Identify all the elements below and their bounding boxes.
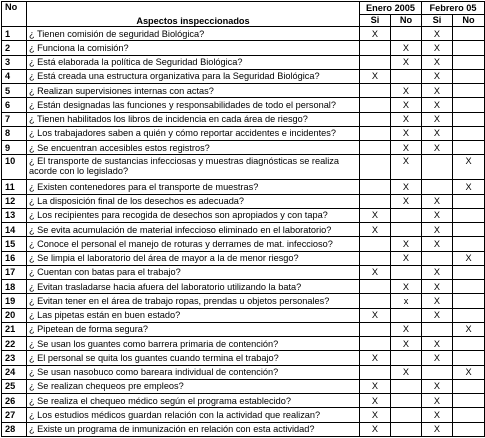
row-p1-no: X <box>391 251 422 265</box>
row-question: ¿ Se usan nasobuco como bareara individual de contención? <box>27 365 360 379</box>
row-number: 19 <box>2 294 27 308</box>
row-p2-no <box>453 84 485 98</box>
row-p1-no: x <box>391 294 422 308</box>
header-aspects: Aspectos inspeccionados <box>27 2 360 27</box>
row-p2-no <box>453 112 485 126</box>
row-p1-si: X <box>360 379 391 393</box>
row-question: ¿ Se evita acumulación de material infeccioso eliminado en el laboratorio? <box>27 223 360 237</box>
table-row <box>2 223 485 237</box>
row-p1-si: X <box>360 223 391 237</box>
row-p1-no <box>391 408 422 422</box>
table-row <box>2 251 485 265</box>
table-row <box>2 41 485 55</box>
row-question: ¿ Los trabajadores saben a quién y cómo reportar accidentes e incidentes? <box>27 126 360 140</box>
row-number: 26 <box>2 394 27 408</box>
row-p2-no <box>453 237 485 251</box>
row-question: ¿ Está elaborada la política de Seguridad Biológica? <box>27 55 360 69</box>
table-row <box>2 237 485 251</box>
row-p2-no: X <box>453 322 485 336</box>
row-p2-no <box>453 41 485 55</box>
row-p2-no: X <box>453 365 485 379</box>
row-question: ¿ Evitan trasladarse hacia afuera del laboratorio utilizando la bata? <box>27 280 360 294</box>
table-row <box>2 141 485 155</box>
header-period-2: Febrero 05 <box>422 2 485 15</box>
row-number: 7 <box>2 112 27 126</box>
row-p2-no <box>453 337 485 351</box>
row-p1-si <box>360 294 391 308</box>
row-number: 4 <box>2 69 27 83</box>
row-number: 27 <box>2 408 27 422</box>
row-p2-si: X <box>422 126 453 140</box>
row-p1-no: X <box>391 365 422 379</box>
row-number: 11 <box>2 180 27 194</box>
row-number: 6 <box>2 98 27 112</box>
table-row <box>2 365 485 379</box>
row-question: ¿ Tienen comisión de seguridad Biológica? <box>27 27 360 41</box>
row-p2-si: X <box>422 422 453 437</box>
row-p2-si <box>422 365 453 379</box>
row-question: ¿ Los recipientes para recogida de desechos son apropiados y con tapa? <box>27 208 360 222</box>
table-row <box>2 379 485 393</box>
row-p2-no <box>453 27 485 41</box>
table-row <box>2 422 485 437</box>
row-p1-si: X <box>360 69 391 83</box>
row-p1-si: X <box>360 351 391 365</box>
row-p2-si: X <box>422 308 453 322</box>
row-question: ¿ Funciona la comisión? <box>27 41 360 55</box>
row-p1-no: X <box>391 155 422 180</box>
table-row <box>2 265 485 279</box>
row-p1-si: X <box>360 27 391 41</box>
row-p2-si <box>422 322 453 336</box>
row-number: 15 <box>2 237 27 251</box>
row-p2-no: X <box>453 180 485 194</box>
row-p1-no: X <box>391 98 422 112</box>
row-number: 12 <box>2 194 27 208</box>
row-p2-si: X <box>422 55 453 69</box>
row-p2-si: X <box>422 280 453 294</box>
row-question: ¿ El transporte de sustancias infecciosas y muestras diagnósticas se realiza acorde con lo legislado? <box>27 155 360 180</box>
row-p1-si <box>360 337 391 351</box>
row-number: 24 <box>2 365 27 379</box>
row-p1-si <box>360 98 391 112</box>
row-p1-no: X <box>391 112 422 126</box>
row-number: 28 <box>2 422 27 437</box>
row-p1-no <box>391 69 422 83</box>
row-question: ¿ Los estudios médicos guardan relación con la actividad que realizan? <box>27 408 360 422</box>
row-p1-si <box>360 55 391 69</box>
header-p1-no: No <box>391 14 422 27</box>
row-number: 2 <box>2 41 27 55</box>
row-p1-si: X <box>360 208 391 222</box>
row-question: ¿ Se encuentran accesibles estos registros? <box>27 141 360 155</box>
row-p2-si: X <box>422 294 453 308</box>
row-question: ¿ Tienen habilitados los libros de incidencia en cada área de riesgo? <box>27 112 360 126</box>
row-p1-no: X <box>391 141 422 155</box>
row-p2-no <box>453 141 485 155</box>
row-p2-no <box>453 55 485 69</box>
table-row <box>2 155 485 180</box>
table-row <box>2 308 485 322</box>
row-number: 8 <box>2 126 27 140</box>
row-p2-si: X <box>422 27 453 41</box>
row-question: ¿ El personal se quita los guantes cuando termina el trabajo? <box>27 351 360 365</box>
row-p1-si: X <box>360 265 391 279</box>
row-p1-no <box>391 351 422 365</box>
table-row <box>2 208 485 222</box>
row-p1-si <box>360 84 391 98</box>
row-question: ¿ Se realiza el chequeo médico según el programa establecido? <box>27 394 360 408</box>
row-p1-no <box>391 308 422 322</box>
row-p2-no <box>453 194 485 208</box>
row-number: 13 <box>2 208 27 222</box>
row-p2-no <box>453 280 485 294</box>
header-p2-no: No <box>453 14 485 27</box>
row-p1-si: X <box>360 308 391 322</box>
row-p2-si <box>422 155 453 180</box>
table-row <box>2 394 485 408</box>
table-row <box>2 126 485 140</box>
row-p1-no <box>391 208 422 222</box>
table-row <box>2 337 485 351</box>
row-p1-si <box>360 251 391 265</box>
inspection-table <box>1 1 485 437</box>
row-p1-no: X <box>391 237 422 251</box>
row-question: ¿ Se realizan chequeos pre empleos? <box>27 379 360 393</box>
row-p2-si: X <box>422 69 453 83</box>
row-p1-no: X <box>391 280 422 294</box>
row-p1-no <box>391 422 422 437</box>
row-p1-si <box>360 237 391 251</box>
row-p1-si: X <box>360 408 391 422</box>
row-p1-no: X <box>391 322 422 336</box>
table-row <box>2 294 485 308</box>
table-row <box>2 280 485 294</box>
row-p1-si <box>360 141 391 155</box>
row-question: ¿ Está creada una estructura organizativa para la Seguridad Biológica? <box>27 69 360 83</box>
row-p2-no <box>453 308 485 322</box>
header-no: No <box>2 2 27 27</box>
table-row <box>2 27 485 41</box>
header-row-top <box>2 2 485 15</box>
row-p2-si: X <box>422 223 453 237</box>
row-p2-si: X <box>422 98 453 112</box>
row-p2-si: X <box>422 408 453 422</box>
row-p2-si: X <box>422 208 453 222</box>
row-p1-no <box>391 27 422 41</box>
row-p2-si: X <box>422 194 453 208</box>
table-body <box>2 2 485 437</box>
row-question: ¿ Realizan supervisiones internas con actas? <box>27 84 360 98</box>
row-p2-si: X <box>422 379 453 393</box>
header-p1-si: Si <box>360 14 391 27</box>
row-p2-si: X <box>422 237 453 251</box>
row-p1-no: X <box>391 180 422 194</box>
row-question: ¿ Existe un programa de inmunización en relación con esta actividad? <box>27 422 360 437</box>
row-number: 10 <box>2 155 27 180</box>
row-p2-no: X <box>453 251 485 265</box>
row-question: ¿ Las pipetas están en buen estado? <box>27 308 360 322</box>
row-p1-si <box>360 194 391 208</box>
row-p2-si: X <box>422 265 453 279</box>
row-p2-no <box>453 208 485 222</box>
row-number: 25 <box>2 379 27 393</box>
row-number: 20 <box>2 308 27 322</box>
row-p1-no: X <box>391 55 422 69</box>
row-question: ¿ Cuentan con batas para el trabajo? <box>27 265 360 279</box>
row-number: 21 <box>2 322 27 336</box>
table-row <box>2 194 485 208</box>
row-p1-no <box>391 379 422 393</box>
row-question: ¿ Están designadas las funciones y responsabilidades de todo el personal? <box>27 98 360 112</box>
row-p2-si: X <box>422 337 453 351</box>
row-p2-no <box>453 294 485 308</box>
row-p1-no: X <box>391 126 422 140</box>
row-p2-no <box>453 126 485 140</box>
table-row <box>2 98 485 112</box>
row-p1-no <box>391 265 422 279</box>
row-p2-no <box>453 379 485 393</box>
row-number: 3 <box>2 55 27 69</box>
row-number: 16 <box>2 251 27 265</box>
row-question: ¿ Conoce el personal el manejo de roturas y derrames de mat. infeccioso? <box>27 237 360 251</box>
table-row <box>2 351 485 365</box>
row-p2-si: X <box>422 41 453 55</box>
row-number: 17 <box>2 265 27 279</box>
row-p1-si <box>360 180 391 194</box>
row-p1-si <box>360 126 391 140</box>
row-p1-si: X <box>360 422 391 437</box>
row-number: 14 <box>2 223 27 237</box>
row-p2-no <box>453 351 485 365</box>
row-p1-si <box>360 41 391 55</box>
row-p1-si <box>360 280 391 294</box>
row-p2-si: X <box>422 141 453 155</box>
row-question: ¿ Existen contenedores para el transporte de muestras? <box>27 180 360 194</box>
table-row <box>2 112 485 126</box>
row-p2-no: X <box>453 155 485 180</box>
row-number: 22 <box>2 337 27 351</box>
row-p1-no: X <box>391 337 422 351</box>
row-question: ¿ Se usan los guantes como barrera primaria de contención? <box>27 337 360 351</box>
row-p2-no <box>453 98 485 112</box>
row-p1-si <box>360 322 391 336</box>
row-p2-si <box>422 180 453 194</box>
row-number: 9 <box>2 141 27 155</box>
table-row <box>2 84 485 98</box>
row-p1-si: X <box>360 394 391 408</box>
row-p1-no <box>391 223 422 237</box>
row-p1-no <box>391 394 422 408</box>
row-number: 5 <box>2 84 27 98</box>
row-p1-no: X <box>391 194 422 208</box>
table-row <box>2 180 485 194</box>
table-row <box>2 55 485 69</box>
row-number: 23 <box>2 351 27 365</box>
row-p1-si <box>360 155 391 180</box>
row-question: ¿ Pipetean de forma segura? <box>27 322 360 336</box>
row-p2-no <box>453 265 485 279</box>
table-row <box>2 69 485 83</box>
row-number: 1 <box>2 27 27 41</box>
row-p2-no <box>453 394 485 408</box>
row-p2-si: X <box>422 84 453 98</box>
table-row <box>2 408 485 422</box>
row-p1-si <box>360 112 391 126</box>
row-p2-no <box>453 69 485 83</box>
header-p2-si: Si <box>422 14 453 27</box>
row-p2-si: X <box>422 351 453 365</box>
row-p1-si <box>360 365 391 379</box>
row-question: ¿ Evitan tener en el área de trabajo ropas, prendas u objetos personales? <box>27 294 360 308</box>
row-p2-si: X <box>422 394 453 408</box>
row-p2-no <box>453 422 485 437</box>
row-number: 18 <box>2 280 27 294</box>
header-period-1: Enero 2005 <box>360 2 422 15</box>
row-p2-no <box>453 408 485 422</box>
row-p1-no: X <box>391 84 422 98</box>
row-p2-no <box>453 223 485 237</box>
row-p1-no: X <box>391 41 422 55</box>
row-question: ¿ Se limpia el laboratorio del área de mayor a la de menor riesgo? <box>27 251 360 265</box>
row-p2-si <box>422 251 453 265</box>
table-row <box>2 322 485 336</box>
row-question: ¿ La disposición final de los desechos es adecuada? <box>27 194 360 208</box>
row-p2-si: X <box>422 112 453 126</box>
